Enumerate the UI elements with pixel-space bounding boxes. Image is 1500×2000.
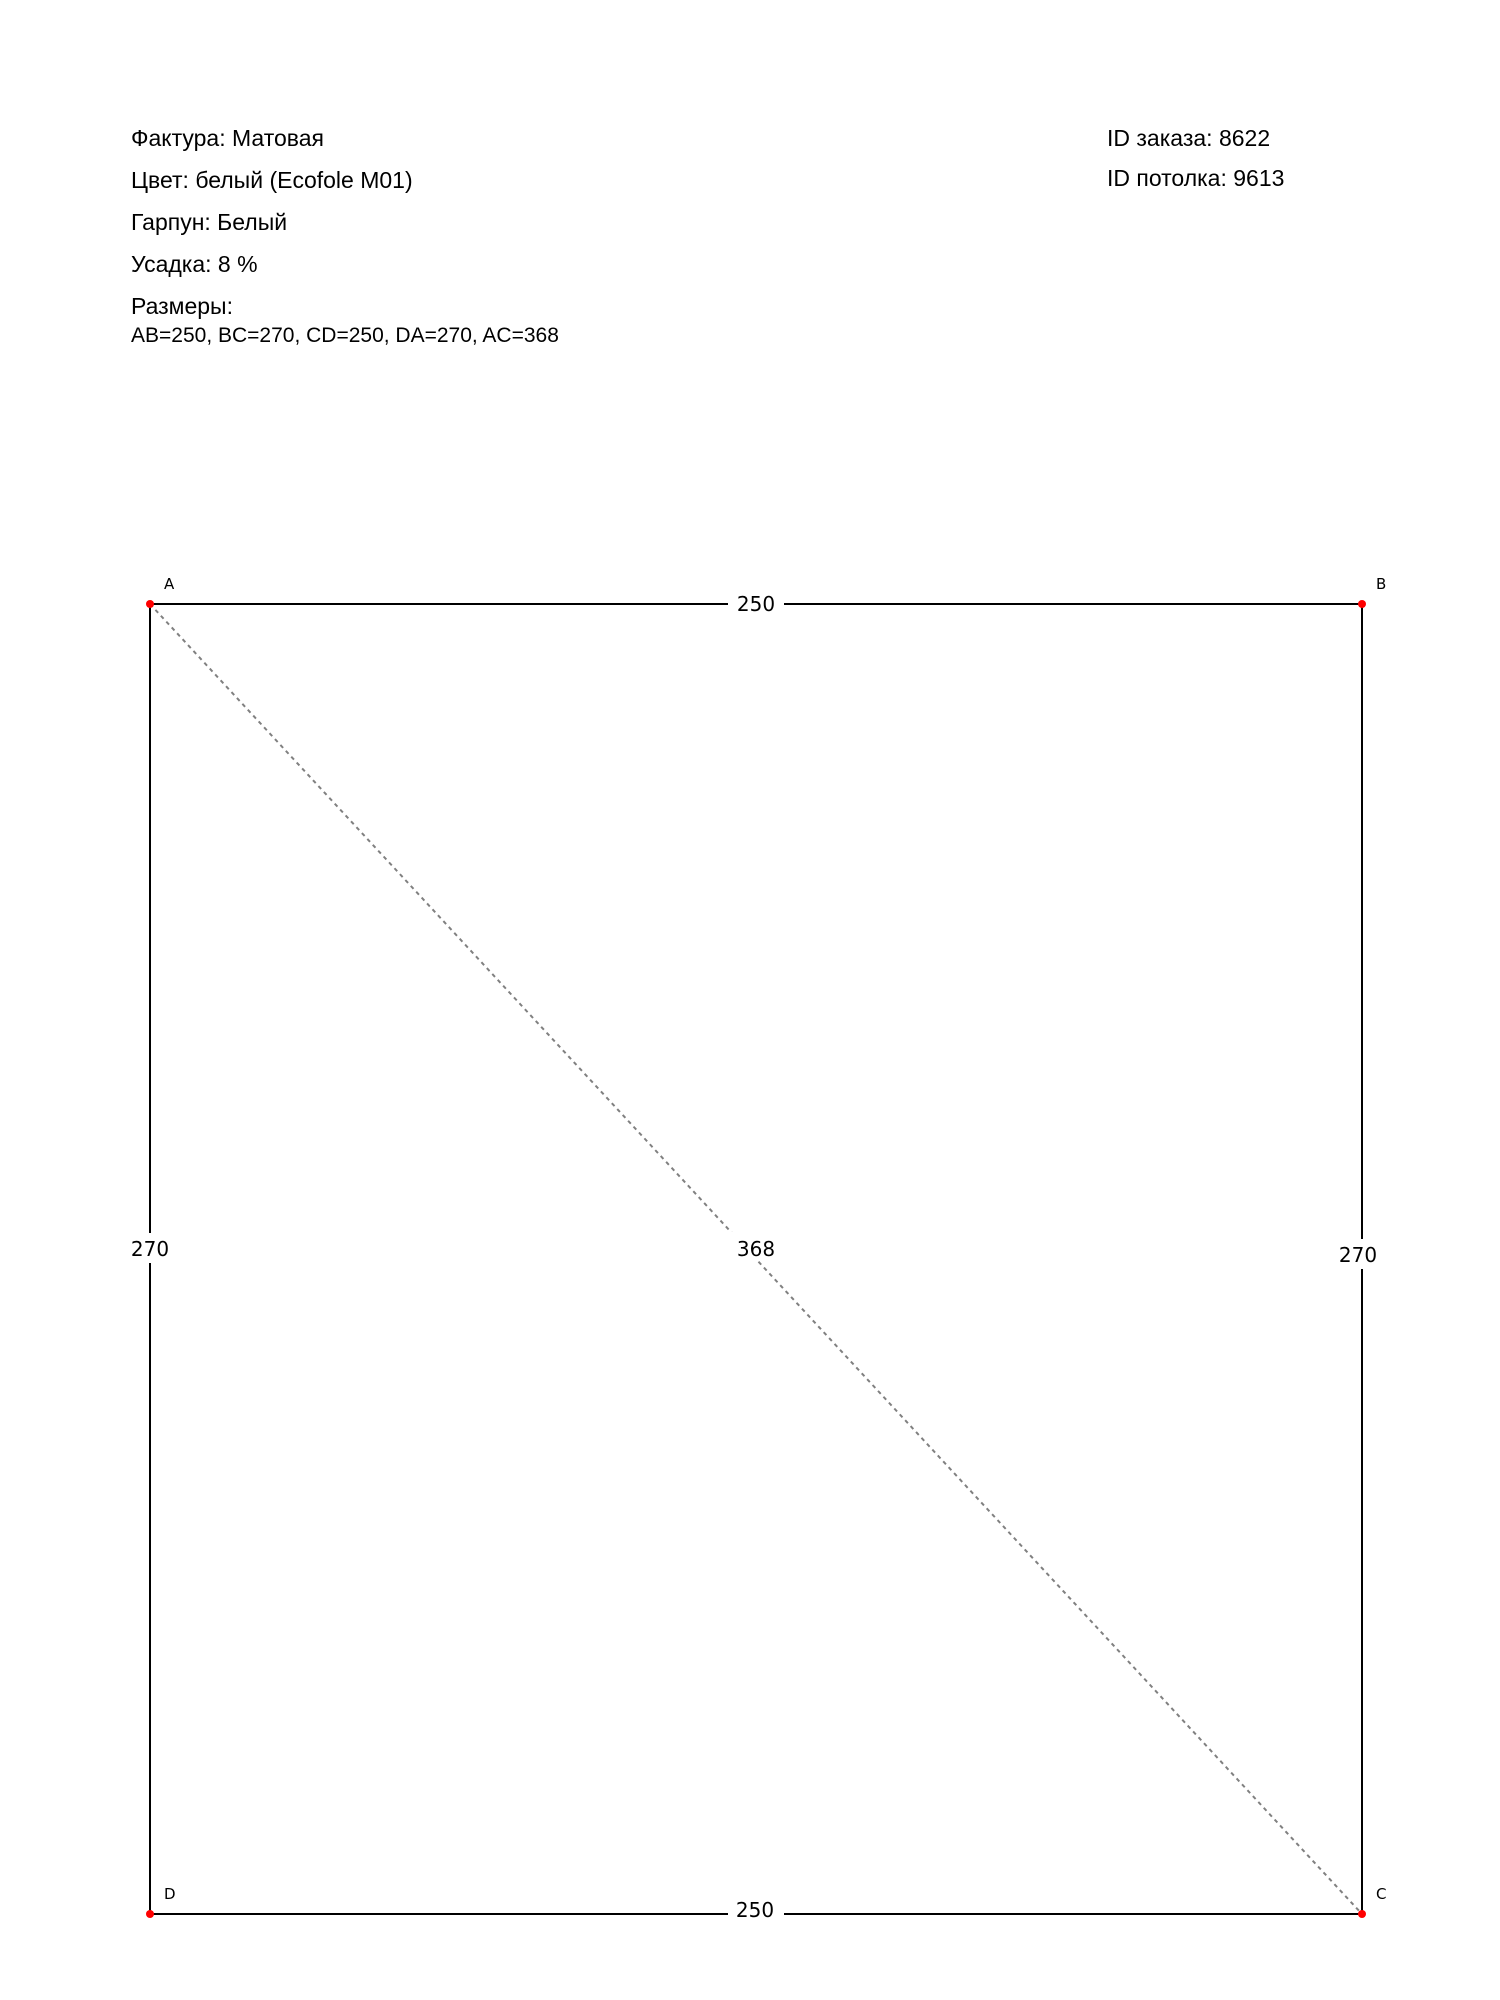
length-label-cd: 250 (735, 1898, 775, 1922)
vertex-d-dot (146, 1910, 154, 1918)
sizes-title: Размеры: (131, 293, 233, 319)
length-label-ab: 250 (736, 592, 776, 616)
shrinkage-line: Усадка: 8 % (131, 251, 258, 277)
texture-line: Фактура: Матовая (131, 125, 324, 151)
length-label-da: 270 (130, 1237, 170, 1261)
vertex-b-dot (1358, 600, 1366, 608)
vertex-a-label: A (164, 575, 175, 593)
vertex-c-label: C (1376, 1885, 1387, 1903)
vertex-c-dot (1358, 1910, 1366, 1918)
length-label-bc: 270 (1338, 1243, 1378, 1267)
harpoon-line: Гарпун: Белый (131, 209, 288, 235)
length-label-ac: 368 (736, 1237, 776, 1261)
vertex-b-label: B (1376, 575, 1387, 593)
order-id: ID заказа: 8622 (1107, 125, 1271, 151)
vertex-a-dot (146, 600, 154, 608)
sizes-values: AB=250, BC=270, CD=250, DA=270, AC=368 (131, 324, 559, 347)
color-line: Цвет: белый (Ecofole M01) (131, 167, 413, 193)
ceiling-id: ID потолка: 9613 (1107, 165, 1285, 191)
vertex-d-label: D (164, 1885, 176, 1903)
